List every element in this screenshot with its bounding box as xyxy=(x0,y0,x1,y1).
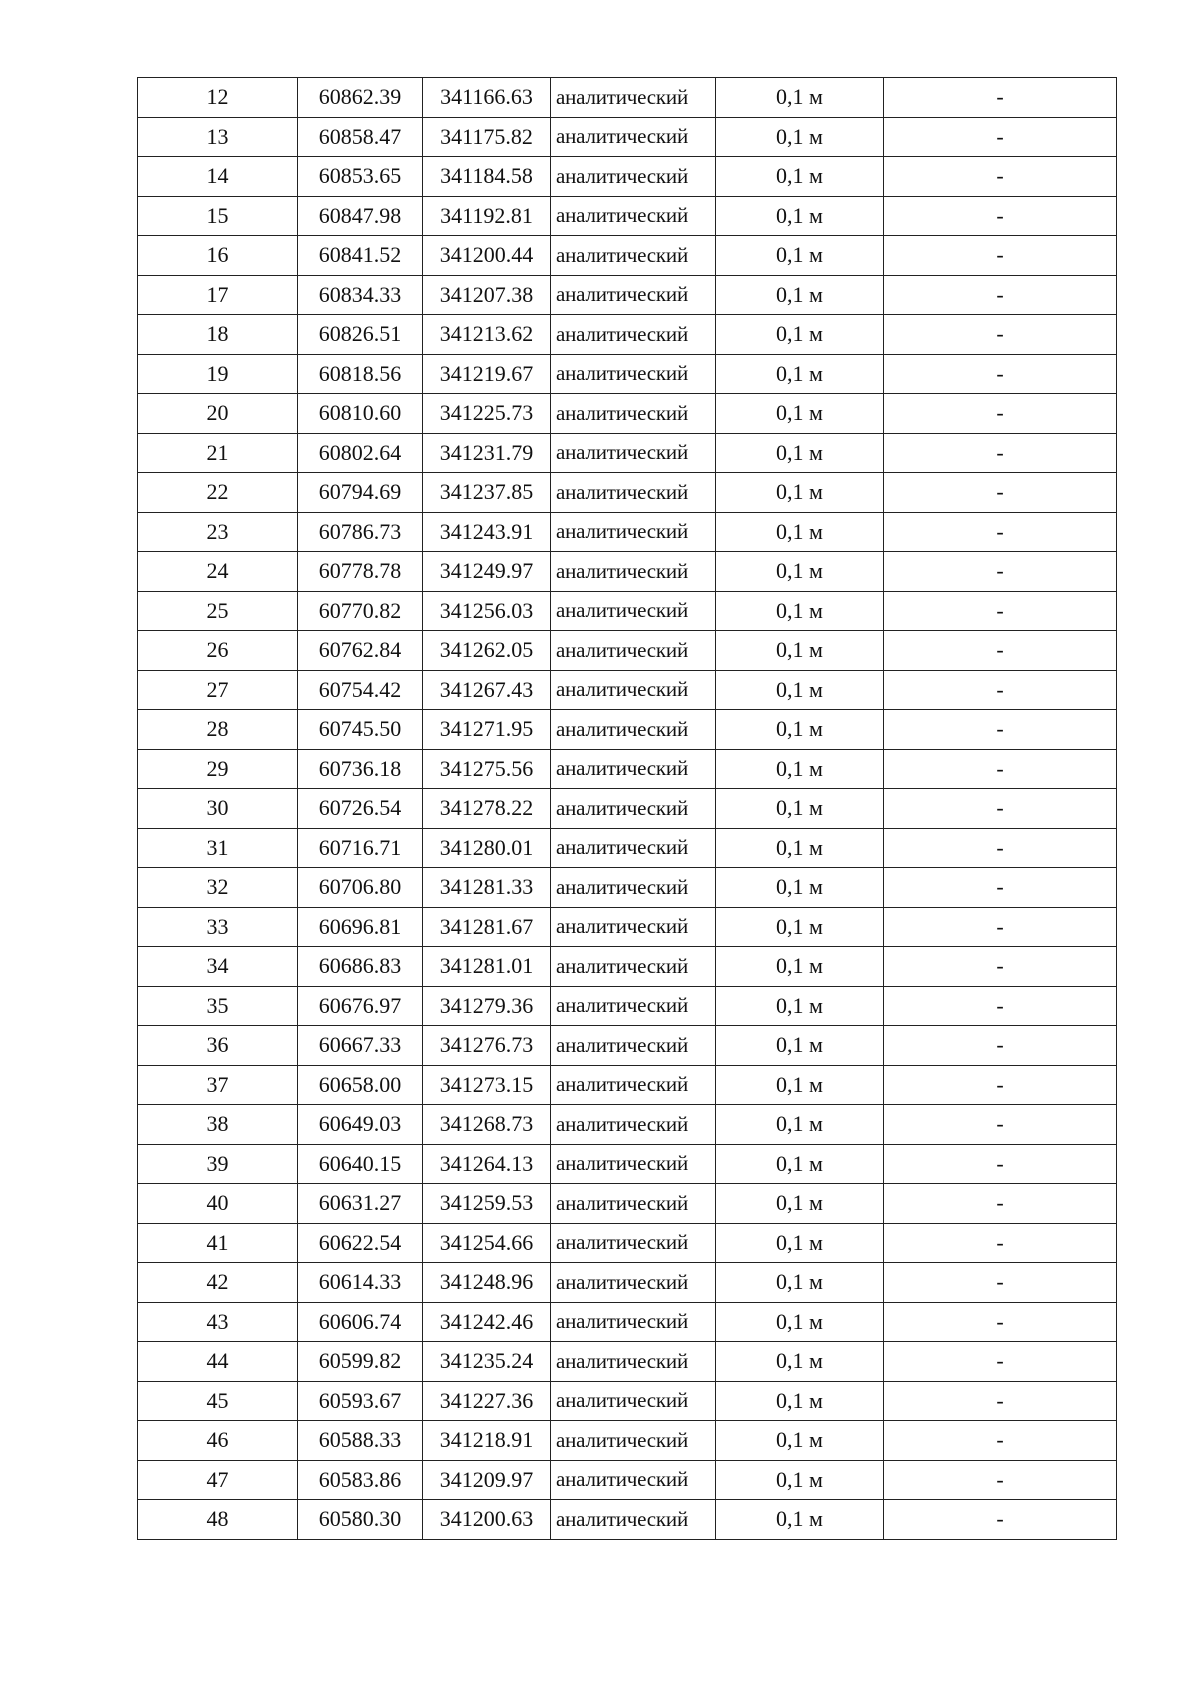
note-cell: - xyxy=(884,947,1117,987)
table-row xyxy=(138,1302,1117,1342)
table-row xyxy=(138,986,1117,1026)
point-number-cell: 47 xyxy=(138,1460,298,1500)
coordinate-x-cell: 60778.78 xyxy=(298,552,423,592)
note-cell: - xyxy=(884,1460,1117,1500)
coordinate-y-cell: 341166.63 xyxy=(423,78,551,118)
accuracy-cell: 0,1 м xyxy=(716,354,884,394)
point-number-cell: 48 xyxy=(138,1500,298,1540)
coordinate-y-cell: 341262.05 xyxy=(423,631,551,671)
table-row xyxy=(138,157,1117,197)
coordinate-x-cell: 60649.03 xyxy=(298,1105,423,1145)
table-row xyxy=(138,591,1117,631)
note-cell: - xyxy=(884,236,1117,276)
coordinate-y-cell: 341273.15 xyxy=(423,1065,551,1105)
coordinate-x-cell: 60686.83 xyxy=(298,947,423,987)
coordinate-y-cell: 341281.67 xyxy=(423,907,551,947)
method-cell: аналитический xyxy=(551,354,716,394)
point-number-cell: 46 xyxy=(138,1421,298,1461)
point-number-cell: 39 xyxy=(138,1144,298,1184)
coordinate-x-cell: 60858.47 xyxy=(298,117,423,157)
coordinate-x-cell: 60614.33 xyxy=(298,1263,423,1303)
accuracy-cell: 0,1 м xyxy=(716,117,884,157)
accuracy-cell: 0,1 м xyxy=(716,1026,884,1066)
coordinate-y-cell: 341278.22 xyxy=(423,789,551,829)
point-number-cell: 16 xyxy=(138,236,298,276)
method-cell: аналитический xyxy=(551,1144,716,1184)
note-cell: - xyxy=(884,1026,1117,1066)
table-row xyxy=(138,868,1117,908)
table-row xyxy=(138,1223,1117,1263)
coordinate-y-cell: 341267.43 xyxy=(423,670,551,710)
method-cell: аналитический xyxy=(551,433,716,473)
table-row xyxy=(138,315,1117,355)
method-cell: аналитический xyxy=(551,749,716,789)
point-number-cell: 25 xyxy=(138,591,298,631)
table-row xyxy=(138,1065,1117,1105)
point-number-cell: 45 xyxy=(138,1381,298,1421)
coordinate-x-cell: 60716.71 xyxy=(298,828,423,868)
note-cell: - xyxy=(884,473,1117,513)
point-number-cell: 41 xyxy=(138,1223,298,1263)
note-cell: - xyxy=(884,591,1117,631)
table-row xyxy=(138,907,1117,947)
point-number-cell: 15 xyxy=(138,196,298,236)
point-number-cell: 35 xyxy=(138,986,298,1026)
note-cell: - xyxy=(884,275,1117,315)
note-cell: - xyxy=(884,1184,1117,1224)
accuracy-cell: 0,1 м xyxy=(716,591,884,631)
note-cell: - xyxy=(884,78,1117,118)
table-row xyxy=(138,631,1117,671)
note-cell: - xyxy=(884,1065,1117,1105)
method-cell: аналитический xyxy=(551,473,716,513)
method-cell: аналитический xyxy=(551,947,716,987)
method-cell: аналитический xyxy=(551,1105,716,1145)
method-cell: аналитический xyxy=(551,986,716,1026)
coordinate-y-cell: 341225.73 xyxy=(423,394,551,434)
note-cell: - xyxy=(884,1105,1117,1145)
method-cell: аналитический xyxy=(551,196,716,236)
note-cell: - xyxy=(884,1263,1117,1303)
accuracy-cell: 0,1 м xyxy=(716,986,884,1026)
coordinate-y-cell: 341231.79 xyxy=(423,433,551,473)
accuracy-cell: 0,1 м xyxy=(716,1105,884,1145)
point-number-cell: 32 xyxy=(138,868,298,908)
table-row xyxy=(138,1342,1117,1382)
coordinate-x-cell: 60770.82 xyxy=(298,591,423,631)
point-number-cell: 17 xyxy=(138,275,298,315)
note-cell: - xyxy=(884,1144,1117,1184)
coordinates-table xyxy=(137,77,1117,1540)
point-number-cell: 13 xyxy=(138,117,298,157)
table-row xyxy=(138,78,1117,118)
method-cell: аналитический xyxy=(551,275,716,315)
accuracy-cell: 0,1 м xyxy=(716,828,884,868)
coordinate-x-cell: 60622.54 xyxy=(298,1223,423,1263)
accuracy-cell: 0,1 м xyxy=(716,157,884,197)
method-cell: аналитический xyxy=(551,315,716,355)
table-row xyxy=(138,1184,1117,1224)
note-cell: - xyxy=(884,117,1117,157)
accuracy-cell: 0,1 м xyxy=(716,552,884,592)
coordinate-x-cell: 60696.81 xyxy=(298,907,423,947)
table-row xyxy=(138,236,1117,276)
coordinate-x-cell: 60726.54 xyxy=(298,789,423,829)
point-number-cell: 27 xyxy=(138,670,298,710)
coordinate-y-cell: 341254.66 xyxy=(423,1223,551,1263)
coordinate-y-cell: 341280.01 xyxy=(423,828,551,868)
method-cell: аналитический xyxy=(551,828,716,868)
method-cell: аналитический xyxy=(551,394,716,434)
point-number-cell: 23 xyxy=(138,512,298,552)
table-row xyxy=(138,1460,1117,1500)
method-cell: аналитический xyxy=(551,1342,716,1382)
note-cell: - xyxy=(884,868,1117,908)
point-number-cell: 30 xyxy=(138,789,298,829)
accuracy-cell: 0,1 м xyxy=(716,196,884,236)
accuracy-cell: 0,1 м xyxy=(716,1421,884,1461)
accuracy-cell: 0,1 м xyxy=(716,512,884,552)
coordinates-table-body xyxy=(138,78,1117,1540)
coordinate-y-cell: 341192.81 xyxy=(423,196,551,236)
point-number-cell: 29 xyxy=(138,749,298,789)
coordinate-x-cell: 60580.30 xyxy=(298,1500,423,1540)
point-number-cell: 24 xyxy=(138,552,298,592)
note-cell: - xyxy=(884,354,1117,394)
coordinate-x-cell: 60853.65 xyxy=(298,157,423,197)
note-cell: - xyxy=(884,1302,1117,1342)
point-number-cell: 19 xyxy=(138,354,298,394)
coordinate-x-cell: 60786.73 xyxy=(298,512,423,552)
accuracy-cell: 0,1 м xyxy=(716,710,884,750)
coordinate-y-cell: 341200.44 xyxy=(423,236,551,276)
accuracy-cell: 0,1 м xyxy=(716,433,884,473)
table-row xyxy=(138,1026,1117,1066)
accuracy-cell: 0,1 м xyxy=(716,473,884,513)
coordinate-y-cell: 341219.67 xyxy=(423,354,551,394)
coordinate-x-cell: 60818.56 xyxy=(298,354,423,394)
method-cell: аналитический xyxy=(551,1223,716,1263)
coordinate-y-cell: 341235.24 xyxy=(423,1342,551,1382)
coordinate-x-cell: 60583.86 xyxy=(298,1460,423,1500)
coordinate-y-cell: 341175.82 xyxy=(423,117,551,157)
coordinate-x-cell: 60745.50 xyxy=(298,710,423,750)
coordinate-y-cell: 341275.56 xyxy=(423,749,551,789)
point-number-cell: 44 xyxy=(138,1342,298,1382)
accuracy-cell: 0,1 м xyxy=(716,1223,884,1263)
table-row xyxy=(138,512,1117,552)
coordinate-x-cell: 60841.52 xyxy=(298,236,423,276)
coordinate-x-cell: 60736.18 xyxy=(298,749,423,789)
note-cell: - xyxy=(884,433,1117,473)
point-number-cell: 40 xyxy=(138,1184,298,1224)
method-cell: аналитический xyxy=(551,157,716,197)
table-row xyxy=(138,710,1117,750)
coordinate-y-cell: 341279.36 xyxy=(423,986,551,1026)
point-number-cell: 20 xyxy=(138,394,298,434)
coordinate-x-cell: 60658.00 xyxy=(298,1065,423,1105)
point-number-cell: 31 xyxy=(138,828,298,868)
coordinate-y-cell: 341218.91 xyxy=(423,1421,551,1461)
coordinate-x-cell: 60676.97 xyxy=(298,986,423,1026)
table-row xyxy=(138,947,1117,987)
accuracy-cell: 0,1 м xyxy=(716,394,884,434)
coordinate-x-cell: 60826.51 xyxy=(298,315,423,355)
note-cell: - xyxy=(884,1223,1117,1263)
coordinate-x-cell: 60754.42 xyxy=(298,670,423,710)
coordinate-x-cell: 60810.60 xyxy=(298,394,423,434)
note-cell: - xyxy=(884,749,1117,789)
coordinate-y-cell: 341184.58 xyxy=(423,157,551,197)
note-cell: - xyxy=(884,315,1117,355)
method-cell: аналитический xyxy=(551,1381,716,1421)
table-row xyxy=(138,433,1117,473)
coordinate-y-cell: 341281.01 xyxy=(423,947,551,987)
note-cell: - xyxy=(884,1381,1117,1421)
table-row xyxy=(138,196,1117,236)
method-cell: аналитический xyxy=(551,591,716,631)
point-number-cell: 38 xyxy=(138,1105,298,1145)
coordinate-y-cell: 341209.97 xyxy=(423,1460,551,1500)
coordinate-x-cell: 60847.98 xyxy=(298,196,423,236)
method-cell: аналитический xyxy=(551,710,716,750)
coordinate-y-cell: 341242.46 xyxy=(423,1302,551,1342)
method-cell: аналитический xyxy=(551,1263,716,1303)
accuracy-cell: 0,1 м xyxy=(716,1500,884,1540)
accuracy-cell: 0,1 м xyxy=(716,1460,884,1500)
table-row xyxy=(138,117,1117,157)
method-cell: аналитический xyxy=(551,631,716,671)
note-cell: - xyxy=(884,907,1117,947)
point-number-cell: 36 xyxy=(138,1026,298,1066)
accuracy-cell: 0,1 м xyxy=(716,907,884,947)
table-row xyxy=(138,552,1117,592)
coordinate-x-cell: 60706.80 xyxy=(298,868,423,908)
accuracy-cell: 0,1 м xyxy=(716,1065,884,1105)
point-number-cell: 21 xyxy=(138,433,298,473)
note-cell: - xyxy=(884,512,1117,552)
coordinate-x-cell: 60588.33 xyxy=(298,1421,423,1461)
coordinate-y-cell: 341256.03 xyxy=(423,591,551,631)
method-cell: аналитический xyxy=(551,907,716,947)
note-cell: - xyxy=(884,986,1117,1026)
note-cell: - xyxy=(884,789,1117,829)
method-cell: аналитический xyxy=(551,1184,716,1224)
accuracy-cell: 0,1 м xyxy=(716,749,884,789)
method-cell: аналитический xyxy=(551,1065,716,1105)
note-cell: - xyxy=(884,394,1117,434)
method-cell: аналитический xyxy=(551,670,716,710)
method-cell: аналитический xyxy=(551,868,716,908)
accuracy-cell: 0,1 м xyxy=(716,1342,884,1382)
coordinate-x-cell: 60834.33 xyxy=(298,275,423,315)
coordinate-y-cell: 341271.95 xyxy=(423,710,551,750)
accuracy-cell: 0,1 м xyxy=(716,1381,884,1421)
coordinate-x-cell: 60862.39 xyxy=(298,78,423,118)
note-cell: - xyxy=(884,631,1117,671)
accuracy-cell: 0,1 м xyxy=(716,789,884,829)
table-row xyxy=(138,670,1117,710)
table-row xyxy=(138,1263,1117,1303)
coordinate-x-cell: 60762.84 xyxy=(298,631,423,671)
point-number-cell: 43 xyxy=(138,1302,298,1342)
point-number-cell: 22 xyxy=(138,473,298,513)
coordinate-x-cell: 60667.33 xyxy=(298,1026,423,1066)
table-row xyxy=(138,354,1117,394)
coordinate-y-cell: 341268.73 xyxy=(423,1105,551,1145)
point-number-cell: 37 xyxy=(138,1065,298,1105)
accuracy-cell: 0,1 м xyxy=(716,670,884,710)
accuracy-cell: 0,1 м xyxy=(716,1263,884,1303)
table-row xyxy=(138,1381,1117,1421)
coordinate-y-cell: 341200.63 xyxy=(423,1500,551,1540)
accuracy-cell: 0,1 м xyxy=(716,275,884,315)
accuracy-cell: 0,1 м xyxy=(716,631,884,671)
coordinate-y-cell: 341249.97 xyxy=(423,552,551,592)
note-cell: - xyxy=(884,552,1117,592)
point-number-cell: 18 xyxy=(138,315,298,355)
method-cell: аналитический xyxy=(551,1460,716,1500)
coordinate-y-cell: 341213.62 xyxy=(423,315,551,355)
accuracy-cell: 0,1 м xyxy=(716,947,884,987)
coordinate-x-cell: 60593.67 xyxy=(298,1381,423,1421)
point-number-cell: 12 xyxy=(138,78,298,118)
table-row xyxy=(138,749,1117,789)
coordinate-y-cell: 341207.38 xyxy=(423,275,551,315)
method-cell: аналитический xyxy=(551,1421,716,1461)
coordinate-x-cell: 60802.64 xyxy=(298,433,423,473)
table-row xyxy=(138,473,1117,513)
table-row xyxy=(138,1500,1117,1540)
coordinate-x-cell: 60794.69 xyxy=(298,473,423,513)
method-cell: аналитический xyxy=(551,1500,716,1540)
coordinate-y-cell: 341281.33 xyxy=(423,868,551,908)
coordinate-y-cell: 341276.73 xyxy=(423,1026,551,1066)
table-row xyxy=(138,1421,1117,1461)
point-number-cell: 26 xyxy=(138,631,298,671)
point-number-cell: 14 xyxy=(138,157,298,197)
note-cell: - xyxy=(884,1421,1117,1461)
accuracy-cell: 0,1 м xyxy=(716,78,884,118)
point-number-cell: 42 xyxy=(138,1263,298,1303)
method-cell: аналитический xyxy=(551,236,716,276)
note-cell: - xyxy=(884,157,1117,197)
note-cell: - xyxy=(884,1342,1117,1382)
coordinate-y-cell: 341259.53 xyxy=(423,1184,551,1224)
point-number-cell: 33 xyxy=(138,907,298,947)
coordinate-x-cell: 60606.74 xyxy=(298,1302,423,1342)
table-row xyxy=(138,828,1117,868)
accuracy-cell: 0,1 м xyxy=(716,868,884,908)
method-cell: аналитический xyxy=(551,552,716,592)
method-cell: аналитический xyxy=(551,1026,716,1066)
accuracy-cell: 0,1 м xyxy=(716,1302,884,1342)
note-cell: - xyxy=(884,828,1117,868)
method-cell: аналитический xyxy=(551,1302,716,1342)
coordinate-y-cell: 341243.91 xyxy=(423,512,551,552)
note-cell: - xyxy=(884,1500,1117,1540)
table-row xyxy=(138,1144,1117,1184)
point-number-cell: 28 xyxy=(138,710,298,750)
method-cell: аналитический xyxy=(551,78,716,118)
accuracy-cell: 0,1 м xyxy=(716,315,884,355)
note-cell: - xyxy=(884,196,1117,236)
method-cell: аналитический xyxy=(551,117,716,157)
note-cell: - xyxy=(884,710,1117,750)
method-cell: аналитический xyxy=(551,789,716,829)
point-number-cell: 34 xyxy=(138,947,298,987)
method-cell: аналитический xyxy=(551,512,716,552)
coordinate-x-cell: 60599.82 xyxy=(298,1342,423,1382)
coordinate-y-cell: 341237.85 xyxy=(423,473,551,513)
table-row xyxy=(138,394,1117,434)
accuracy-cell: 0,1 м xyxy=(716,1184,884,1224)
accuracy-cell: 0,1 м xyxy=(716,1144,884,1184)
coordinate-x-cell: 60640.15 xyxy=(298,1144,423,1184)
coordinate-y-cell: 341227.36 xyxy=(423,1381,551,1421)
table-row xyxy=(138,789,1117,829)
table-row xyxy=(138,1105,1117,1145)
coordinate-y-cell: 341248.96 xyxy=(423,1263,551,1303)
accuracy-cell: 0,1 м xyxy=(716,236,884,276)
table-row xyxy=(138,275,1117,315)
note-cell: - xyxy=(884,670,1117,710)
coordinate-x-cell: 60631.27 xyxy=(298,1184,423,1224)
coordinate-y-cell: 341264.13 xyxy=(423,1144,551,1184)
